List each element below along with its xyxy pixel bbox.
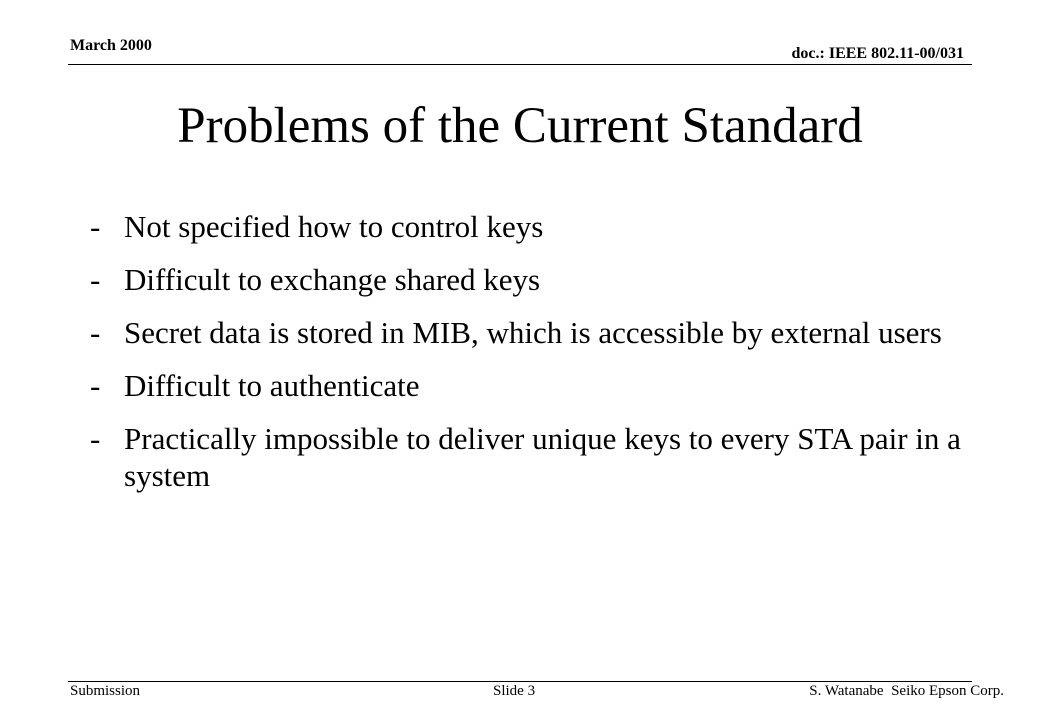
bullet-text: Difficult to exchange shared keys	[124, 262, 541, 297]
footer-slide-number: Slide 3	[493, 683, 536, 699]
footer-author: S. Watanabe Seiko Epson Corp.	[809, 683, 1004, 699]
footer-divider	[68, 681, 972, 682]
bullet-marker: -	[90, 315, 101, 350]
header-doc-id: doc.: IEEE 802.11-00/031	[791, 45, 964, 62]
slide-title: Problems of the Current Standard	[177, 98, 863, 154]
bullet-marker: -	[90, 262, 101, 297]
bullet-item	[90, 314, 970, 351]
bullet-item	[90, 208, 970, 245]
bullet-item	[90, 261, 970, 298]
bullet-item	[90, 420, 970, 494]
bullet-marker: -	[90, 421, 101, 456]
bullet-marker: -	[90, 368, 101, 403]
header-divider	[68, 64, 972, 65]
bullet-text: Practically impossible to deliver unique keys to every STA pair in a system	[124, 421, 961, 493]
footer-submission: Submission	[70, 683, 141, 699]
bullet-text: Secret data is stored in MIB, which is accessible by external users	[124, 315, 942, 350]
bullet-marker: -	[90, 209, 101, 244]
header-date: March 2000	[70, 37, 152, 54]
bullet-list	[90, 208, 970, 510]
bullet-text: Difficult to authenticate	[124, 368, 420, 403]
bullet-text: Not specified how to control keys	[124, 209, 544, 244]
bullet-item	[90, 367, 970, 404]
